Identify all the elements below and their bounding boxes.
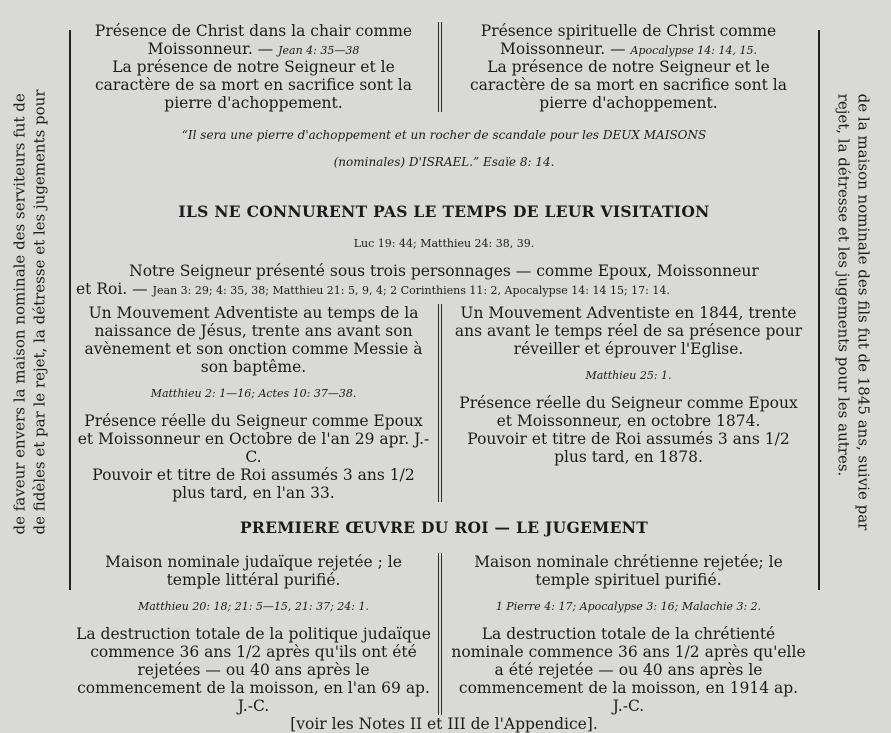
right-column-adventist	[443, 304, 806, 502]
quote-line2: (nominales) D'ISRAEL.” Esaïe 8: 14.	[333, 155, 555, 169]
left-adventist-p2: Présence réelle du Seigneur comme Epoux et Moissonneur en Octobre de l'an 29 apr. J.-C.	[77, 412, 430, 466]
left-margin-line-2: de fidèles et par le rejet, la détresse et les jugements pour	[31, 88, 50, 535]
right-adventist-p3: Pouvoir et titre de Roi assumés 3 ans 1/2 plus tard, en 1878.	[467, 430, 790, 466]
block-presence	[76, 22, 812, 112]
right-title-2: Moissonneur. —	[500, 40, 626, 58]
intro-line1: Notre Seigneur présenté sous trois personnages — comme Epoux, Moissonneur	[129, 262, 759, 280]
left-body: La présence de notre Seigneur et le caractère de sa mort en sacrifice sont la pierre d'achoppement.	[95, 58, 412, 112]
left-column-adventist	[76, 304, 437, 502]
left-title-line2	[76, 40, 431, 58]
right-margin-line-2: rejet, la détresse et les jugements pour les autres.	[834, 93, 853, 476]
left-margin-text	[0, 0, 60, 623]
right-margin-text	[823, 0, 883, 623]
left-judgement-ref: Matthieu 20: 18; 21: 5—15, 21: 37; 24: 1.	[137, 600, 370, 613]
section-ref-visitation: Luc 19: 44; Matthieu 24: 38, 39.	[353, 237, 535, 250]
left-title-2: Moissonneur. —	[147, 40, 274, 58]
section-title-judgement: PREMIERE ŒUVRE DU ROI — LE JUGEMENT	[239, 517, 649, 537]
block-judgement	[76, 553, 812, 715]
right-adventist-p2: Présence réelle du Seigneur comme Epoux et Moissonneur, en octobre 1874.	[459, 394, 798, 430]
block-adventist	[76, 304, 812, 502]
left-column-judgement	[76, 553, 437, 715]
right-judgement-p2: La destruction totale de la chrétienté nominale commence 36 ans 1/2 après qu'elle a été rejetée — ou 40 ans après le commencement de la moisson, en 1914 ap. J.-C.	[451, 625, 806, 715]
left-judgement-p1: Maison nominale judaïque rejetée ; le temple littéral purifié.	[105, 553, 402, 589]
footer-note: [voir les Notes II et III de l'Appendice].	[290, 715, 598, 733]
intro-2: et Roi. —	[76, 280, 148, 298]
right-column-judgement	[443, 553, 806, 715]
right-adventist-ref: Matthieu 25: 1.	[585, 369, 672, 382]
left-adventist-p3: Pouvoir et titre de Roi assumés 3 ans 1/2 plus tard, en l'an 33.	[92, 466, 415, 502]
intro-ref: Jean 3: 29; 4: 35, 38; Matthieu 21: 5, 9, 4; 2 Corinthiens 11: 2, Apocalypse 14: 14 15; 17: 14.	[152, 284, 670, 297]
right-body: La présence de notre Seigneur et le caractère de sa mort en sacrifice sont la pierre d'achoppement.	[470, 58, 787, 112]
main-content	[76, 22, 812, 733]
right-judgement-ref: 1 Pierre 4: 17; Apocalypse 3: 16; Malachie 3: 2.	[495, 600, 762, 613]
right-adventist-p1: Un Mouvement Adventiste en 1844, trente ans avant le temps réel de sa présence pour réveiller et éprouver l'Eglise.	[454, 304, 803, 358]
left-adventist-p1: Un Mouvement Adventiste au temps de la naissance de Jésus, trente ans avant son avènement et son onction comme Messie à son baptême.	[84, 304, 423, 376]
right-rule	[818, 30, 820, 590]
left-margin-line-1: de faveur envers la maison nominale des serviteurs fut de	[11, 92, 30, 535]
right-judgement-p1: Maison nominale chrétienne rejetée; le temple spirituel purifié.	[474, 553, 783, 589]
left-adventist-ref: Matthieu 2: 1—16; Actes 10: 37—38.	[150, 387, 357, 400]
left-title-line1: Présence de Christ dans la chair comme	[94, 22, 413, 40]
right-ref: Apocalypse 14: 14, 15.	[630, 44, 757, 57]
intro-line2	[76, 280, 812, 300]
right-title-line1: Présence spirituelle de Christ comme	[480, 22, 777, 40]
quote-line1: “Il sera une pierre d'achoppement et un rocher de scandale pour les DEUX MAISONS	[181, 128, 707, 142]
right-column-presence	[443, 22, 806, 112]
left-rule	[69, 30, 71, 590]
section-title-visitation: ILS NE CONNURENT PAS LE TEMPS DE LEUR VISITATION	[178, 201, 710, 221]
left-judgement-p2: La destruction totale de la politique judaïque commence 36 ans 1/2 après qu'ils ont été rejetées — ou 40 ans après le commencement de la moisson, en l'an 69 ap. J.-C.	[76, 625, 431, 715]
left-column-presence	[76, 22, 437, 112]
left-ref: Jean 4: 35—38	[278, 44, 360, 57]
right-margin-line-1: de la maison nominale des fils fut de 1845 ans, suivie par	[854, 93, 873, 530]
right-title-line2	[451, 40, 806, 58]
